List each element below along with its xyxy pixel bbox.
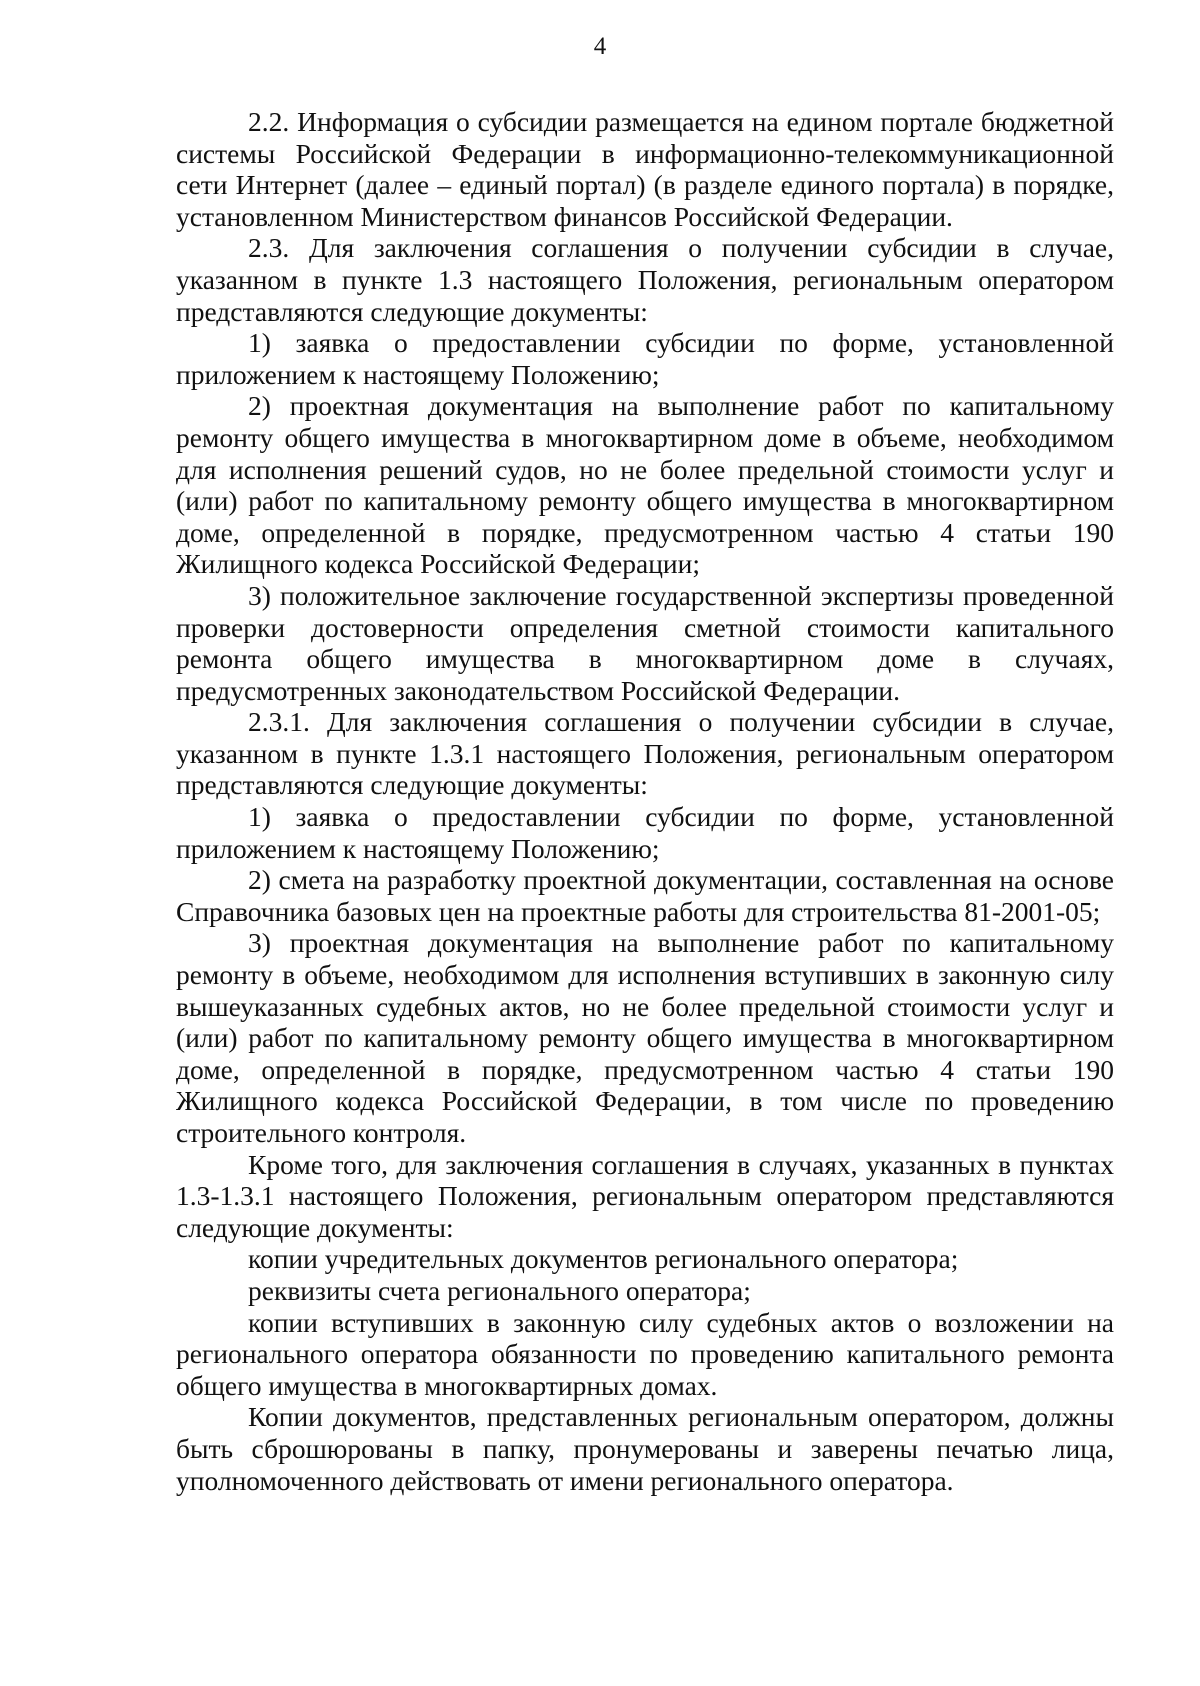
- paragraph-2-3-1: 2.3.1. Для заключения соглашения о получении субсидии в случае, указанном в пункте 1.3.1 настоящего Положения, региональным оператором представляются следующие документы:: [176, 706, 1114, 801]
- list-item-account-details: реквизиты счета регионального оператора;: [248, 1274, 751, 1306]
- paragraph-additional-documents: Кроме того, для заключения соглашения в случаях, указанных в пунктах 1.3-1.3.1 настоящего Положения, региональным оператором представляются следующие документы:: [176, 1148, 1114, 1243]
- list-item-2-3-1-2: 2) смета на разработку проектной документации, составленная на основе Справочника базовых цен на проектные работы для строительства 81-2001-05;: [176, 864, 1114, 927]
- paragraph-document-copies: Копии документов, представленных региональным оператором, должны быть сброшюрованы в папку, пронумерованы и заверены печатью лица, уполномоченного действовать от имени регионального оператора.: [176, 1401, 1114, 1496]
- list-item-2-3-3: 3) положительное заключение государственной экспертизы проведенной проверки достоверности определения сметной стоимости капитального ремонта общего имущества в многоквартирном доме в случаях, предусмотренных законодательством Российской Федерации.: [176, 579, 1114, 706]
- list-item-2-3-1-1: 1) заявка о предоставлении субсидии по форме, установленной приложением к настоящему Положению;: [176, 801, 1114, 864]
- list-item-constituent-documents: копии учредительных документов регионального оператора;: [248, 1243, 959, 1275]
- list-item-2-3-1: 1) заявка о предоставлении субсидии по форме, установленной приложением к настоящему Положению;: [176, 327, 1114, 390]
- list-item-2-3-1-3: 3) проектная документация на выполнение работ по капитальному ремонту в объеме, необходимом для исполнения вступивших в законную силу вышеуказанных судебных актов, но не более предельной стоимости услуг и (или) работ по капитальному ремонту общего имущества в многоквартирном доме, определенной в порядке, предусмотренном частью 4 статьи 190 Жилищного кодекса Российской Федерации, в том числе по проведению строительного контроля.: [176, 927, 1114, 1148]
- list-item-court-acts: копии вступивших в законную силу судебных актов о возложении на регионального оператора обязанности по проведению капитального ремонта общего имущества в многоквартирных домах.: [176, 1306, 1114, 1401]
- list-item-2-3-2: 2) проектная документация на выполнение работ по капитальному ремонту общего имущества в многоквартирном доме в объеме, необходимом для исполнения решений судов, но не более предельной стоимости услуг и (или) работ по капитальному ремонту общего имущества в многоквартирном доме, определенной в порядке, предусмотренном частью 4 статьи 190 Жилищного кодекса Российской Федерации;: [176, 390, 1114, 580]
- paragraph-2-3: 2.3. Для заключения соглашения о получении субсидии в случае, указанном в пункте 1.3 настоящего Положения, региональным оператором представляются следующие документы:: [176, 232, 1114, 327]
- page-number: 4: [593, 33, 607, 60]
- document-body: [176, 106, 1114, 1496]
- paragraph-2-2: 2.2. Информация о субсидии размещается на едином портале бюджетной системы Российской Федерации в информационно-телекоммуникационной сети Интернет (далее – единый портал) (в разделе единого портала) в порядке, установленном Министерством финансов Российской Федерации.: [176, 106, 1114, 232]
